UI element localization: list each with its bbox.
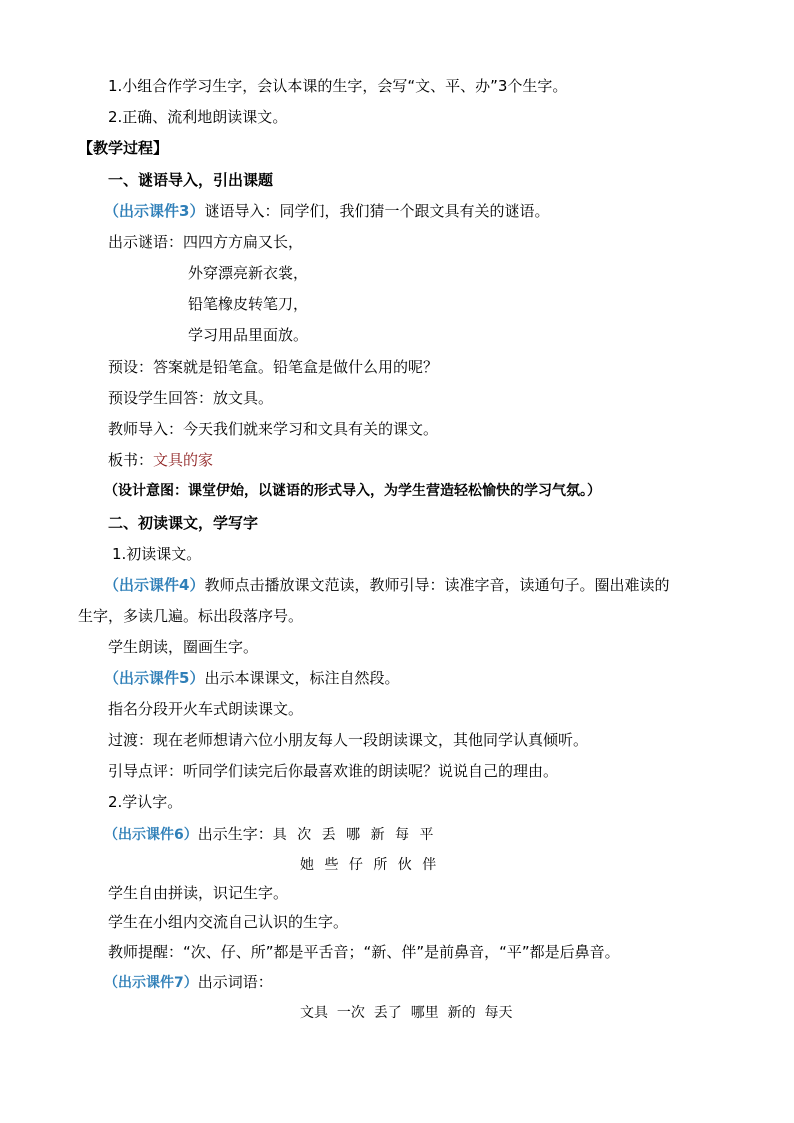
courseware7-line [104, 972, 273, 993]
step2-title: 2.学认字。 [108, 793, 183, 811]
cw5-text: 出示本课课文，标注自然段。 [204, 669, 400, 687]
courseware5-line [104, 668, 399, 688]
cw6-label: 出示生字： [197, 825, 273, 843]
section1-heading: 一、谜语导入，引出课题 [108, 171, 274, 189]
riddle-line-4: 学习用品里面放。 [188, 326, 309, 344]
riddle-line-3: 铅笔橡皮转笔刀， [188, 295, 309, 313]
new-chars-row-1: 具 次 丢 哪 新 每 平 [272, 827, 437, 843]
riddle-intro: 谜语导入：同学们，我们猜一个跟文具有关的谜语。 [204, 202, 550, 220]
courseware4-label: （出示课件4） [104, 576, 205, 594]
courseware7-label: （出示课件7） [104, 975, 198, 991]
train-read: 指名分段开火车式朗读课文。 [108, 700, 304, 718]
riddle-line-1 [108, 232, 303, 252]
teacher-intro: 教师导入：今天我们就来学习和文具有关的课文。 [108, 420, 439, 438]
process-heading: 【教学过程】 [78, 139, 169, 157]
board-line [108, 450, 213, 470]
board-label: 板书： [108, 451, 154, 469]
new-chars-row-2: 她 些 仔 所 伙 伴 [300, 857, 440, 873]
step1-text-a: 教师点击播放课文范读，教师引导：读准字音，读通句子。圈出难读的 [204, 576, 670, 594]
courseware4-line [104, 575, 669, 595]
vocabulary-words: 文具 一次 丢了 哪里 新的 每天 [300, 1005, 513, 1021]
step1-text-b: 生字，多读几遍。标出段落序号。 [78, 607, 304, 625]
cw7-label: 出示词语： [197, 973, 273, 991]
objective-1: 1.小组合作学习生字，会认本课的生字，会写“文、平、办”3个生字。 [108, 77, 568, 95]
objective-2: 2.正确、流利地朗读课文。 [108, 108, 288, 126]
spell-practice: 学生自由拼读，识记生字。 [108, 884, 289, 902]
design-intent-note: （设计意图：课堂伊始，以谜语的形式导入，为学生营造轻松愉快的学习气氛。） [104, 483, 601, 499]
courseware6-label: （出示课件6） [104, 827, 198, 843]
courseware6-line [104, 824, 436, 845]
preset-question: 预设：答案就是铅笔盒。铅笔盒是做什么用的呢？ [108, 358, 439, 376]
courseware3-line [104, 201, 549, 221]
courseware3-label: （出示课件3） [104, 202, 205, 220]
board-title: 文具的家 [153, 451, 214, 469]
courseware5-label: （出示课件5） [104, 669, 205, 687]
section2-heading: 二、初读课文，学写字 [108, 514, 259, 532]
riddle-label: 出示谜语： [108, 233, 184, 251]
riddle-line-2: 外穿漂亮新衣裳， [188, 264, 309, 282]
riddle-text-1: 四四方方扁又长， [183, 233, 304, 251]
transition: 过渡：现在老师想请六位小朋友每人一段朗读课文，其他同学认真倾听。 [108, 731, 589, 749]
preset-answer: 预设学生回答：放文具。 [108, 389, 274, 407]
students-read: 学生朗读，圈画生字。 [108, 638, 259, 656]
teacher-remind: 教师提醒：“次、仔、所”都是平舌音；“新、伴”是前鼻音，“平”都是后鼻音。 [108, 943, 620, 961]
guide-comment: 引导点评：听同学们读完后你最喜欢谁的朗读呢？说说自己的理由。 [108, 762, 559, 780]
group-share: 学生在小组内交流自己认识的生字。 [108, 913, 349, 931]
step1-title: 1.初读课文。 [112, 545, 202, 563]
